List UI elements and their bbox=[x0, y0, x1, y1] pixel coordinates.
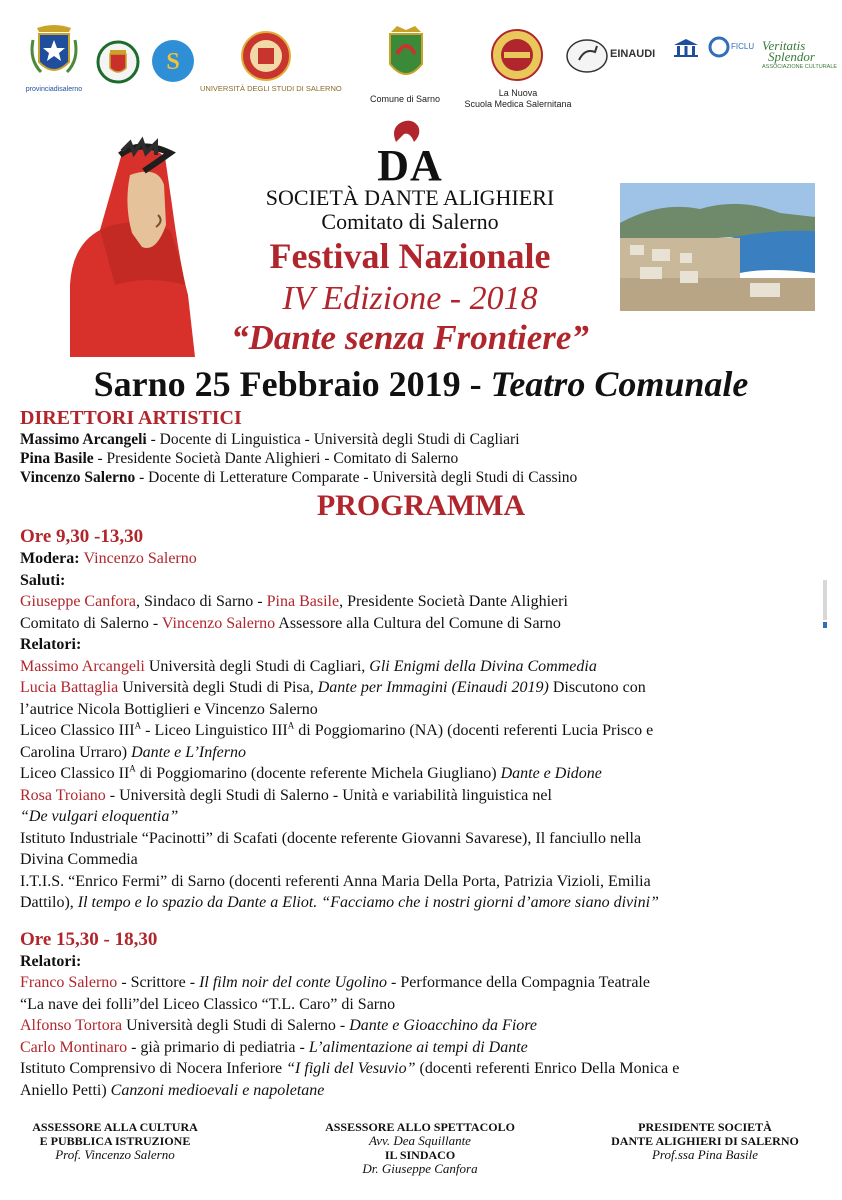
talk-item-cont bbox=[20, 806, 820, 828]
talk-item-cont: “La nave dei folli”del Liceo Classico “T.L. Caro” di Sarno bbox=[20, 995, 396, 1013]
speaker-name: Franco Salerno bbox=[20, 974, 118, 991]
speaker-name: Massimo Arcangeli bbox=[20, 657, 145, 675]
talk-text: - Scrittore - bbox=[117, 974, 200, 991]
svg-text:S: S bbox=[166, 49, 180, 75]
speaker-name: Rosa Troiano bbox=[20, 786, 106, 804]
comune-sarno-crest bbox=[385, 24, 427, 86]
footer-spettacolo-sindaco bbox=[305, 1120, 535, 1176]
talk-text: Discutono con bbox=[548, 679, 646, 696]
footer-presidente bbox=[585, 1120, 825, 1162]
talk-item-cont: l’autrice Nicola Bottiglieri e Vincenzo Salerno bbox=[20, 700, 318, 718]
veritatis-caption-2: Splendor bbox=[768, 49, 815, 64]
saluti-line-2 bbox=[20, 613, 820, 635]
talk-text: (docenti referenti Enrico Della Monica e bbox=[415, 1060, 680, 1077]
footer-role: DANTE ALIGHIERI DI SALERNO bbox=[611, 1134, 799, 1148]
talk-text: Università degli Studi di Pisa, bbox=[118, 679, 318, 696]
talk-text: Università degli Studi di Cagliari, bbox=[144, 657, 370, 675]
talk-text: Liceo Classico II bbox=[20, 765, 130, 782]
directors-heading: DIRETTORI ARTISTICI bbox=[20, 407, 242, 429]
comune-sarno-caption: Comune di Sarno bbox=[369, 94, 441, 104]
saluti-line-1 bbox=[20, 591, 820, 613]
sponsor-logos bbox=[0, 0, 842, 115]
talk-item bbox=[20, 720, 820, 742]
festival-motto: “Dante senza Frontiere” bbox=[231, 318, 589, 357]
speaker-name: Carlo Montinaro bbox=[20, 1038, 128, 1056]
scuola-medica-caption bbox=[460, 88, 576, 110]
edition-title: IV Edizione - 2018 bbox=[282, 280, 538, 317]
footer-role: ASSESSORE ALLA CULTURA bbox=[32, 1120, 198, 1134]
director-item bbox=[20, 449, 577, 468]
talk-text: Dattilo), bbox=[20, 894, 78, 911]
dante-portrait-image bbox=[60, 135, 195, 357]
talk-title: Dante e L’Inferno bbox=[131, 743, 246, 761]
talk-title: Il tempo e lo spazio da Dante a Eliot. “Facciamo che i nostri giorni d’amore siano divini” bbox=[77, 894, 659, 911]
talk-title: Dante e Didone bbox=[500, 765, 602, 782]
talk-title: “I figli del Vesuvio” bbox=[286, 1060, 416, 1077]
footer-person: Prof.ssa Pina Basile bbox=[651, 1147, 759, 1162]
speaker-name: Alfonso Tortora bbox=[20, 1017, 123, 1034]
class-superscript: A bbox=[287, 720, 295, 731]
talk-item bbox=[20, 656, 820, 678]
talk-text: Università degli Studi di Salerno - bbox=[122, 1017, 350, 1034]
talk-text: Aniello Petti) bbox=[20, 1081, 111, 1099]
ficlu-globe-icon bbox=[708, 36, 730, 58]
university-seal-logo bbox=[240, 30, 292, 82]
relatori-label: Relatori: bbox=[20, 952, 82, 970]
director-item bbox=[20, 468, 577, 487]
talk-title: Dante per Immagini (Einaudi 2019) bbox=[317, 679, 549, 696]
director-role: - Presidente Società Dante Alighieri - Comitato di Salerno bbox=[93, 450, 459, 467]
talk-text: Istituto Comprensivo di Nocera Inferiore bbox=[20, 1060, 287, 1077]
speaker-name: Giuseppe Canfora bbox=[20, 593, 136, 610]
footer-assessore-cultura bbox=[10, 1120, 220, 1162]
talk-title: Canzoni medioevali e napoletane bbox=[110, 1081, 325, 1099]
program-body bbox=[20, 525, 820, 1101]
talk-title: L’alimentazione ai tempi di Dante bbox=[308, 1038, 528, 1056]
talk-text: - Liceo Linguistico III bbox=[141, 722, 288, 739]
class-superscript: A bbox=[129, 763, 136, 774]
talk-title: Il film noir del conte Ugolino bbox=[199, 974, 388, 991]
scuola-medica-seal bbox=[490, 28, 544, 82]
saluti-label: Saluti: bbox=[20, 571, 66, 589]
scuola-caption-1: La Nuova bbox=[498, 88, 538, 98]
class-superscript: A bbox=[134, 720, 142, 731]
einaudi-ostrich-logo bbox=[565, 38, 609, 74]
footer-role: IL SINDACO bbox=[384, 1148, 456, 1162]
moderator-line bbox=[20, 548, 820, 570]
comune-salerno-logo bbox=[96, 38, 140, 86]
saluti-text: Assessore alla Cultura del Comune di Sarno bbox=[275, 614, 561, 632]
talk-item bbox=[20, 1058, 820, 1080]
talk-item-cont bbox=[20, 742, 820, 764]
speaker-name: Pina Basile bbox=[266, 593, 340, 610]
veritatis-caption-1: Veritatis bbox=[762, 38, 806, 53]
ficlu-caption: FICLU bbox=[731, 42, 755, 51]
talk-text: Liceo Classico III bbox=[20, 722, 135, 739]
talk-text: - Università degli Studi di Salerno - Unità e variabilità linguistica nel bbox=[105, 786, 552, 804]
talk-item-cont: Divina Commedia bbox=[20, 851, 138, 868]
talk-item bbox=[20, 785, 820, 807]
da-monogram: DA bbox=[377, 141, 443, 190]
universita-caption: UNIVERSITÀ DEGLI STUDI DI SALERNO bbox=[200, 84, 342, 93]
talk-title: “De vulgari eloquentia” bbox=[20, 808, 179, 825]
director-name: Massimo Arcangeli bbox=[20, 431, 147, 448]
relatori-label: Relatori: bbox=[20, 636, 82, 653]
talk-item: Istituto Industriale “Pacinotti” di Scafati (docente referente Giovanni Savarese), Il fanciullo nella bbox=[20, 829, 642, 847]
einaudi-caption: EINAUDI bbox=[610, 48, 656, 60]
festival-title: Festival Nazionale bbox=[269, 236, 551, 276]
footer-person: Prof. Vincenzo Salerno bbox=[55, 1147, 175, 1162]
veritatis-splendor-logo bbox=[762, 38, 838, 73]
talk-title: Gli Enigmi della Divina Commedia bbox=[369, 657, 597, 675]
salerno-coast-photo bbox=[620, 183, 815, 311]
modera-label: Modera: bbox=[20, 550, 84, 567]
printer-mark-icon bbox=[822, 580, 828, 628]
talk-text: di Poggiomarino (NA) (docenti referenti Lucia Prisco e bbox=[294, 722, 654, 739]
speaker-name: Vincenzo Salerno bbox=[161, 614, 276, 632]
talk-text: di Poggiomarino (docente referente Michela Giugliano) bbox=[135, 765, 501, 782]
afternoon-time: Ore 15,30 - 18,30 bbox=[20, 928, 158, 950]
director-item bbox=[20, 430, 577, 449]
footer-role: ASSESSORE ALLO SPETTACOLO bbox=[325, 1120, 515, 1134]
societa-name: SOCIETÀ DANTE ALIGHIERI bbox=[265, 185, 555, 210]
footer-role: E PUBBLICA ISTRUZIONE bbox=[39, 1134, 191, 1148]
date-venue-line bbox=[0, 362, 842, 406]
morning-time: Ore 9,30 -13,30 bbox=[20, 526, 144, 547]
talk-text: - Performance della Compagnia Teatrale bbox=[387, 974, 650, 991]
veritatis-caption-3: ASSOCIAZIONE CULTURALE bbox=[762, 64, 838, 70]
talk-item bbox=[20, 677, 820, 699]
director-role: - Docente di Letterature Comparate - Università degli Studi di Cassino bbox=[135, 469, 578, 486]
director-name: Vincenzo Salerno bbox=[20, 469, 136, 486]
director-role: - Docente di Linguistica - Università degli Studi di Cagliari bbox=[146, 431, 520, 448]
provincia-caption: provinciadisalerno bbox=[25, 86, 83, 93]
footer-person: Avv. Dea Squillante bbox=[369, 1133, 471, 1148]
comitato-name: Comitato di Salerno bbox=[321, 209, 499, 234]
footer-person: Dr. Giuseppe Canfora bbox=[362, 1161, 478, 1176]
saluti-text: , Sindaco di Sarno - bbox=[135, 593, 267, 610]
saluti-text: , Presidente Società Dante Alighieri bbox=[339, 593, 568, 610]
talk-item bbox=[20, 972, 820, 994]
talk-item bbox=[20, 763, 820, 785]
talk-item bbox=[20, 1037, 820, 1059]
talk-title: Dante e Gioacchino da Fiore bbox=[349, 1017, 538, 1034]
programma-heading: PROGRAMMA bbox=[316, 489, 526, 522]
provincia-crest-logo bbox=[25, 20, 83, 93]
moderator-name: Vincenzo Salerno bbox=[83, 550, 197, 567]
talk-item: I.T.I.S. “Enrico Fermi” di Sarno (docenti referenti Anna Maria Della Porta, Patrizia Vizioli, Emilia bbox=[20, 872, 651, 890]
talk-text: - già primario di pediatria - bbox=[127, 1038, 309, 1056]
event-date: Sarno 25 Febbraio 2019 - bbox=[93, 364, 491, 404]
event-venue: Teatro Comunale bbox=[490, 364, 749, 404]
footer-role: PRESIDENTE SOCIETÀ bbox=[638, 1120, 772, 1134]
directors-list bbox=[20, 430, 577, 487]
scuola-caption-2: Scuola Medica Salernitana bbox=[464, 99, 572, 109]
talk-text: Carolina Urraro) bbox=[20, 743, 132, 761]
talk-item bbox=[20, 1015, 820, 1037]
director-name: Pina Basile bbox=[20, 450, 94, 467]
talk-item-cont bbox=[20, 1080, 820, 1102]
talk-item-cont bbox=[20, 892, 820, 914]
speaker-name: Lucia Battaglia bbox=[20, 679, 119, 696]
blue-s-logo bbox=[150, 38, 196, 84]
unesco-temple-icon bbox=[672, 38, 700, 58]
saluti-text: Comitato di Salerno - bbox=[20, 614, 162, 632]
